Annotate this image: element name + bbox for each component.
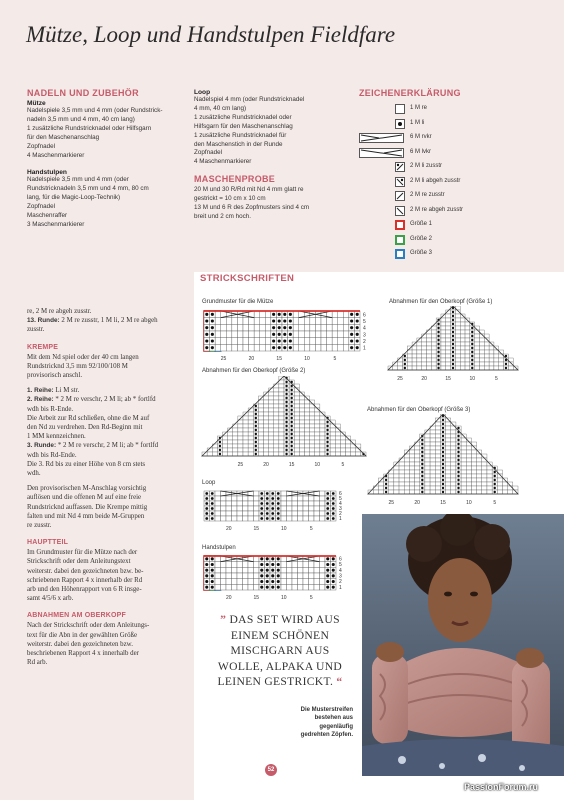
row-number: 4	[339, 501, 342, 507]
list-item: 1 zusätzliche Rundstricknadel oder Hilfsgarn	[27, 124, 152, 132]
quote-line: EINEM SCHÖNEN	[230, 628, 330, 642]
caption-line: gegenläufig	[319, 723, 353, 730]
text-line: zusstr.	[27, 326, 45, 334]
list-item: Nadelspiele 3,5 mm und 4 mm (oder Rundstrick-	[27, 107, 163, 114]
empty-symbol-icon	[395, 104, 405, 114]
list-item: für den Maschenanschlag	[27, 133, 100, 141]
col-number: 25	[220, 356, 227, 362]
legend-item	[359, 218, 509, 233]
legend-item	[359, 160, 509, 175]
text-line: Rundstricknd auffassen. Die Krempe mittig	[27, 503, 148, 511]
legend-label: Größe 2	[410, 235, 433, 242]
photo-caption	[267, 706, 353, 740]
list-item: 4 Maschenmarkierer	[27, 151, 85, 159]
text-line: Rd arb.	[27, 659, 48, 667]
legend-label: Größe 1	[410, 221, 433, 227]
row-number: 6	[339, 491, 342, 497]
text-line: Die 3. Rd bis zu einer Höhe von 8 cm stets	[27, 460, 146, 468]
col-number: 10	[466, 500, 472, 506]
chart-abnahmen2	[200, 376, 368, 468]
col-number: 15	[440, 500, 446, 506]
handstulpen-heading: Handstulpen	[27, 169, 67, 177]
chart-label-loop: Loop	[202, 480, 216, 486]
col-number: 5	[494, 376, 498, 382]
cable-right-symbol-icon	[359, 133, 404, 143]
col-number: 5	[333, 356, 337, 362]
muetze-heading: Mütze	[27, 100, 46, 107]
size1-symbol-icon	[395, 220, 405, 230]
col-number: 15	[276, 356, 282, 362]
model-photo	[362, 514, 564, 776]
col-number: 20	[225, 526, 232, 532]
legend-item	[359, 247, 509, 262]
col-number: 5	[309, 526, 313, 532]
chart-grid	[202, 554, 350, 602]
row-number: 1	[339, 584, 342, 591]
caption-line: Die Musterstreifen	[300, 707, 353, 713]
text-line: Nach der Strickschrift oder dem Anleitungs-	[27, 622, 150, 630]
chart-label-abnahmen3: Abnahmen für den Oberkopf (Größe 3)	[367, 407, 471, 413]
text-line: auflösen und die offenen M auf eine freie	[27, 494, 142, 502]
col-number: 5	[493, 500, 497, 506]
list-item: 4 Maschenmarkierer	[194, 158, 252, 166]
row-number: 5	[363, 319, 366, 325]
text-line: Mit dem Nd spiel oder der 40 cm langen	[27, 353, 139, 361]
text-line: 3. Runde: * 2 M re verschr, 2 M li; ab * fortlfd	[27, 442, 159, 450]
legend-item	[359, 146, 509, 161]
col-number: 15	[253, 595, 260, 601]
cable-left-symbol-icon	[359, 148, 404, 158]
list-item: Rundstricknadeln 3,5 mm und 4 mm, 80 cm	[27, 185, 149, 193]
text-line: re, 2 M re abgeh zusstr.	[27, 308, 92, 315]
col-number: 20	[263, 462, 269, 468]
list-item: Zopfnadel	[27, 142, 56, 150]
chart-grid	[386, 306, 520, 382]
col-number: 10	[280, 526, 287, 532]
row-number: 4	[339, 567, 342, 574]
needles-section	[27, 88, 192, 230]
text-line: wdh.	[27, 470, 41, 478]
slash-right-symbol-icon	[395, 162, 405, 172]
text-line: weiterstr. dabei den gezeichneten bzw.	[27, 640, 133, 648]
chart-grid	[366, 414, 520, 506]
model-photo-illustration	[362, 514, 564, 776]
charts-heading: STRICKSCHRIFTEN	[200, 273, 295, 284]
row-number: 2	[339, 511, 342, 517]
list-item: 1 zusätzliche Rundstricknadel für	[194, 131, 287, 139]
list-item: 1 zusätzliche Rundstricknadel oder	[194, 113, 292, 121]
loop-section	[194, 89, 344, 222]
col-number: 10	[304, 356, 310, 362]
chart-grundmuster	[202, 309, 374, 363]
text-line: arb und den Höhenrapport von 6 R insge-	[27, 586, 142, 594]
list-item: den Maschenstich in der Runde	[194, 140, 283, 148]
row-number: 6	[339, 556, 342, 563]
text-line: falten und mit Nd 4 mm beide M-Gruppen	[27, 512, 145, 520]
list-item: Nadelspiele 3,5 mm und 4 mm (oder	[27, 176, 129, 184]
gauge-heading: MASCHENPROBE	[194, 174, 276, 185]
page-title: Mütze, Loop und Handstulpen Fieldfare	[26, 22, 396, 47]
slash-left-symbol-icon	[395, 206, 405, 216]
legend-label: 2 M re zusstr	[410, 192, 445, 198]
col-number: 15	[445, 376, 451, 382]
abn-heading: ABNAHMEN AM OBERKOPF	[27, 612, 127, 620]
text-line: text für die Abn in der gewählten Größe	[27, 631, 138, 639]
needles-heading: NADELN UND ZUBEHÖR	[27, 88, 139, 98]
list-item: gestrickt = 10 cm x 10 cm	[194, 195, 266, 203]
text-line: Den provisorischen M-Anschlag vorsichtig	[27, 485, 147, 493]
list-item: Hilfsgarn für den Maschenanschlag	[194, 122, 293, 130]
instructions-column	[27, 307, 187, 668]
watermark: PassionForum.ru	[464, 782, 539, 792]
chart-grid	[202, 489, 350, 533]
text-line: Im Grundmuster für die Mütze nach der	[27, 549, 138, 557]
handstulpen-list	[27, 176, 192, 229]
list-item: Zopfnadel	[27, 203, 56, 211]
list-item: Maschenraffer	[27, 212, 68, 220]
text-line: weiterstr. dabei den gezeichneten bzw. be-	[27, 567, 144, 575]
list-item: 3 Maschenmarkierer	[27, 220, 85, 228]
col-number: 5	[309, 595, 313, 601]
chart-loop	[202, 489, 350, 533]
legend-label: 6 M rvkr	[410, 134, 432, 140]
legend-item	[359, 117, 509, 132]
row-number: 2	[339, 579, 342, 586]
row-number: 3	[339, 573, 342, 580]
legend-label: 1 M li	[410, 119, 425, 126]
text-line: 1 MM kennzeichnen.	[27, 433, 86, 441]
list-item: 20 M und 30 R/Rd mit Nd 4 mm glatt re	[194, 186, 304, 194]
legend-label: Größe 3	[410, 250, 433, 256]
text-line: Die Arbeit zur Rd schließen, ohne die M auf	[27, 414, 150, 422]
legend-label: 1 M re	[410, 105, 428, 111]
col-number: 5	[341, 462, 345, 468]
list-item: 4 mm, 40 cm lang)	[194, 104, 247, 112]
col-number: 20	[225, 595, 232, 601]
loop-heading: Loop	[194, 89, 211, 96]
chart-label-grundmuster: Grundmuster für die Mütze	[202, 299, 274, 305]
chart-label-handstulpen: Handstulpen	[202, 545, 236, 551]
krempe-heading: KREMPE	[27, 343, 59, 351]
page-number: 52	[265, 764, 277, 776]
row-number: 1	[363, 345, 366, 352]
list-item: 13 M und 6 R des Zopfmusters sind 4 cm	[194, 204, 310, 212]
col-number: 15	[288, 462, 295, 468]
col-number: 25	[237, 462, 244, 468]
row-number: 5	[339, 496, 342, 502]
haupt-heading: HAUPTTEIL	[27, 539, 69, 547]
legend-heading: ZEICHENERKLÄRUNG	[359, 88, 461, 98]
col-number: 15	[253, 526, 260, 532]
caption-line: gedrehten Zöpfen.	[300, 732, 353, 739]
legend-item	[359, 175, 509, 190]
legend-item	[359, 233, 509, 248]
quote-close-mark: “	[336, 675, 343, 688]
col-number: 25	[388, 500, 395, 506]
col-number: 20	[421, 376, 427, 382]
row-number: 1	[339, 516, 342, 522]
text-line: provisorisch anschl.	[27, 372, 83, 380]
list-item: Nadelspiel 4 mm (oder Rundstricknadel	[194, 96, 305, 103]
col-number: 20	[414, 500, 420, 506]
chart-label-abnahmen2: Abnahmen für den Oberkopf (Größe 2)	[202, 368, 306, 374]
legend-item	[359, 189, 509, 204]
caption-line: bestehen aus	[314, 715, 353, 722]
legend-item	[359, 131, 509, 146]
col-number: 10	[280, 595, 287, 601]
text-line: den Nd zu verdrehen. Den Rd-Beginn mit	[27, 424, 143, 432]
text-line: re zusstr.	[27, 522, 52, 530]
size2-symbol-icon	[395, 235, 405, 245]
pull-quote	[205, 612, 355, 690]
list-item: breit und 2 cm hoch.	[194, 212, 252, 220]
slash-left-dot-symbol-icon	[395, 177, 405, 187]
row-number: 3	[363, 332, 366, 339]
legend-item	[359, 102, 509, 117]
text-line: 1. Reihe: Li M str.	[27, 387, 80, 395]
row-number: 5	[339, 562, 342, 569]
text-line: 2. Reihe: * 2 M re verschr, 2 M li; ab * fortlfd	[27, 396, 156, 404]
chart-grid	[200, 376, 368, 468]
row-number: 6	[363, 312, 366, 319]
chart-handstulpen	[202, 554, 350, 602]
text-line: wdh bis R-Ende.	[27, 405, 74, 413]
legend-item	[359, 204, 509, 219]
legend-label: 2 M re abgeh zusstr	[410, 206, 464, 213]
col-number: 25	[397, 376, 403, 382]
legend-list	[359, 102, 509, 262]
legend-label: 2 M li abgeh zusstr	[410, 177, 461, 184]
muetze-list	[27, 107, 192, 160]
dot-symbol-icon	[395, 119, 405, 129]
row-number: 4	[363, 325, 366, 332]
text-line: Rundstricknd 3,5 mm 92/100/108 M	[27, 362, 128, 370]
legend-label: 6 M lvkr	[410, 148, 431, 155]
col-number: 10	[314, 462, 321, 468]
quote-open-mark: ”	[220, 613, 227, 626]
list-item: Zopfnadel	[194, 149, 223, 157]
row-number: 3	[339, 506, 342, 512]
col-number: 20	[248, 356, 255, 362]
legend-section	[359, 88, 509, 262]
list-item: lang, für die Magic-Loop-Technik)	[27, 194, 121, 202]
quote-line: WOLLE, ALPAKA UND	[217, 659, 343, 673]
quote-line: MISCHGARN AUS	[230, 644, 330, 657]
text-line: 13. Runde: 2 M re zusstr, 1 M li, 2 M re abgeh	[27, 317, 158, 325]
chart-grid	[202, 309, 374, 363]
chart-label-abnahmen1: Abnahmen für den Oberkopf (Größe 1)	[389, 299, 493, 305]
slash-right-thin-symbol-icon	[395, 191, 405, 201]
text-line: wdh bis Rd-Ende.	[27, 451, 77, 459]
legend-label: 2 M li zusstr	[410, 163, 443, 169]
text-line: beschriebenen Rapport 4 x innerhalb der	[27, 650, 139, 658]
quote-line: LEINEN GESTRICKT. “	[217, 675, 343, 688]
col-number: 10	[469, 376, 476, 382]
size3-symbol-icon	[395, 249, 405, 259]
text-line: Strickschrift oder dem Anleitungstext	[27, 558, 131, 566]
chart-abnahmen3	[366, 414, 520, 506]
list-item: nadeln 3,5 mm und 4 mm, 40 cm lang)	[27, 115, 135, 123]
text-line: schriebenen Rapport 4 x innerhalb der Rd	[27, 576, 143, 584]
row-number: 2	[363, 339, 366, 345]
chart-abnahmen1	[386, 306, 520, 382]
quote-line: ” DAS SET WIRD AUS	[220, 613, 340, 626]
text-line: samt 4/5/6 x arb.	[27, 595, 74, 603]
